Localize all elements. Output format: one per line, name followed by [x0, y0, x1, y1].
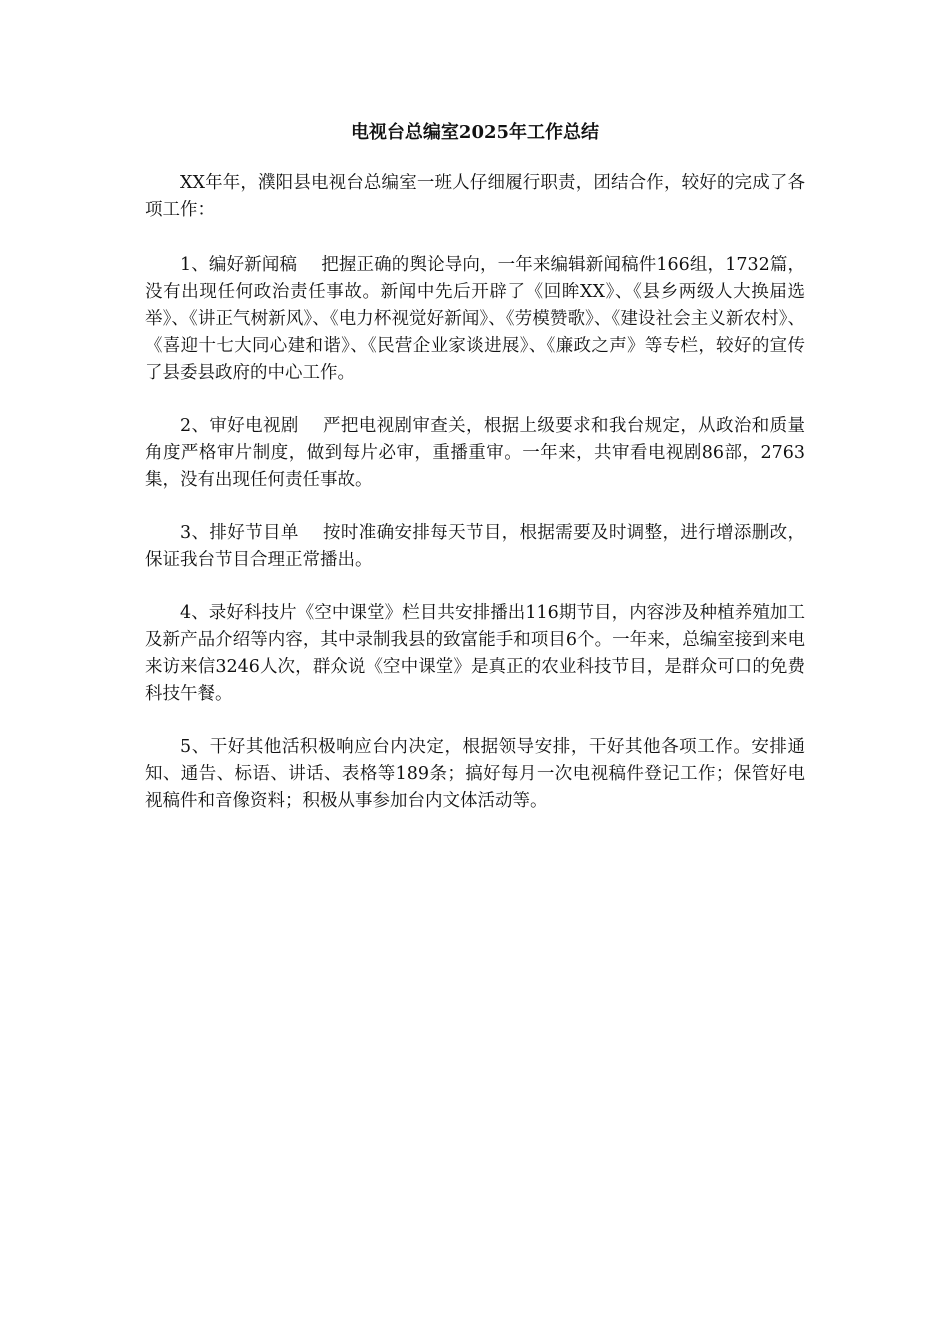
intro-paragraph: XX年年，濮阳县电视台总编室一班人仔细履行职责，团结合作，较好的完成了各项工作：	[145, 173, 805, 220]
item-body-5: 5、干好其他活积极响应台内决定，根据领导安排，干好其他各项工作。安排通知、通告、标语、讲话、表格等189条；搞好每月一次电视稿件登记工作；保管好电视稿件和音像资料；积极从事参加台内文体活动等。	[145, 737, 805, 811]
item-body-1: 把握正确的舆论导向，一年来编辑新闻稿件166组，1732篇，没有出现任何政治责任事故。新闻中先后开辟了《回眸XX》、《县乡两级人大换届选举》、《讲正气树新风》、《电力杯视觉好新闻》、《劳模赞歌》、《建设社会主义新农村》、《喜迎十七大同心建和谐》、《民营企业家谈进展》、《廉政之声》等专栏，较好的宣传了县委县政府的中心工作。	[145, 255, 806, 383]
item-paragraph-3	[145, 520, 805, 574]
document-body	[145, 170, 805, 841]
document-title: 电视台总编室2025年工作总结	[350, 122, 600, 143]
item-body-2: 严把电视剧审查关，根据上级要求和我台规定，从政治和质量角度严格审片制度，做到每片必审，重播重审。一年来，共审看电视剧86部，2763集，没有出现任何责任事故。	[145, 416, 806, 490]
item-heading-3: 3、排好节目单	[180, 523, 299, 543]
item-heading-1: 1、编好新闻稿	[180, 255, 298, 275]
item-paragraph-1	[145, 252, 805, 387]
item-paragraph-4	[145, 600, 805, 708]
item-heading-2: 2、审好电视剧	[180, 416, 299, 436]
item-paragraph-2	[145, 413, 805, 494]
item-body-3: 按时准确安排每天节目，根据需要及时调整，进行增添删改，保证我台节目合理正常播出。	[145, 523, 806, 570]
item-paragraph-5	[145, 734, 805, 815]
item-body-4: 4、录好科技片《空中课堂》栏目共安排播出116期节目，内容涉及种植养殖加工及新产品介绍等内容，其中录制我县的致富能手和项目6个。一年来，总编室接到来电来访来信3246人次，群众说《空中课堂》是真正的农业科技节目，是群众可口的免费科技午餐。	[145, 603, 805, 704]
